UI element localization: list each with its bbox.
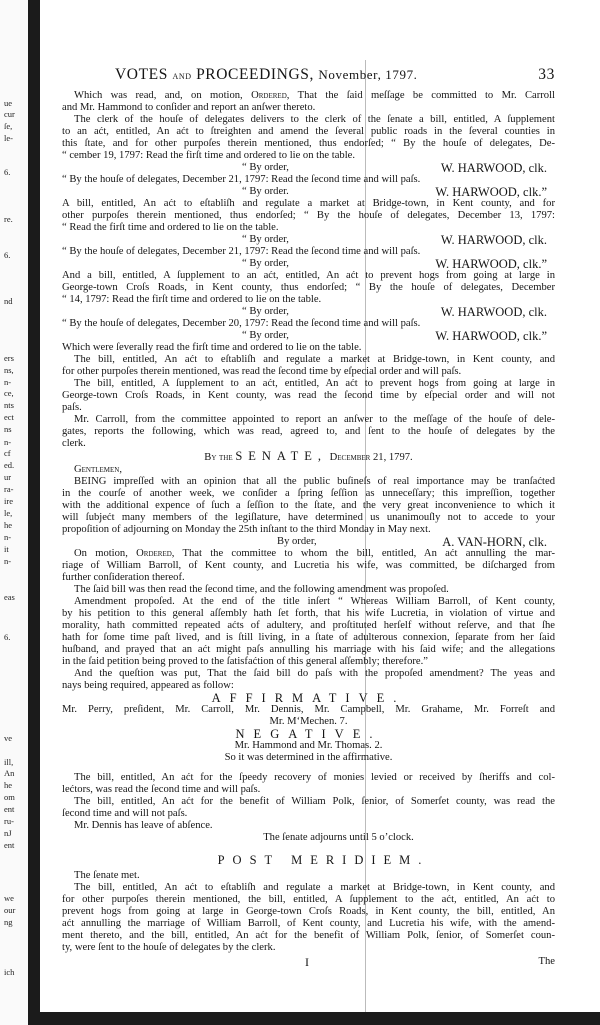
text-line: Mr. M‘Mechen. 7. [269,716,348,727]
margin-fragment: ich [4,967,15,977]
text-line: And the queſtion was put, That the ſaid bill do paſs with the propoſed amendment? The yeas and [74,668,555,679]
text-line: Mr. Hammond and Mr. Thomas. 2. [234,740,383,751]
margin-fragment: nd [4,296,13,306]
scan-border [28,1012,600,1025]
text-line: by his petition to this general aſſembly hath ſet forth, that his wife Lucretia, in violation of virtue and [62,608,555,619]
text-line: Amendment propoſed. At the end of the title inſert “ Whereas William Barroll, of Kent county, [74,596,555,607]
text-line: morality, hath committed repeated aćts of adultery, and proſtituted herſelf without reſerve, and that ſhe [62,620,555,631]
text-line: lećtors, was read the ſecond time and will paſs. [62,784,261,795]
text-line: “ By the houſe of delegates, December 21, 1797: Read the ſecond time and will paſs. [62,246,421,257]
margin-fragment: ent [4,804,15,814]
text-line: “ By the houſe of delegates, December 20, 1797: Read the ſecond time and will paſs. [62,318,421,329]
margin-fragment: ill, [4,757,14,767]
text-line: The bill, entitled, An aćt to eſtabliſh and regulate a market at Bridge-town, in Kent county, and [74,354,555,365]
text-line: Which were ſeverally read the firſt time and ordered to lie on the table. [62,342,362,353]
margin-fragment: An [4,768,15,778]
text-line: to an aćt, entitled, An aćt to ſtreighten and amend the ſeveral public roads in the ſeveral counties in [62,126,555,137]
margin-fragment: cur [4,109,15,119]
page-footer [62,954,555,968]
text-line: BEING impreſſed with an opinion that all the public buſineſs of real importance may be tranſaćted [74,476,555,487]
text-line: this ſtate, and for other purpoſes therein mentioned, thus endorſed; “ By the houſe of delegates, De- [62,138,555,149]
margin-fragment: ce, [4,388,14,398]
by-order-line: “ By order, W. HARWOOD, clk. [242,305,547,319]
margin-fragment: ve [4,733,13,743]
margin-fragment: n- [4,532,12,542]
text-line: Mr. Carroll, from the committee appointed to report an anſwer to the meſſage of the houſe of dele- [74,414,555,425]
signature-mark: I [305,955,309,969]
margin-fragment: ſe, [4,121,13,131]
catchword: The [538,956,555,967]
text-line: ſecond time and will not paſs. [62,808,188,819]
margin-fragment: n- [4,437,12,447]
text-line: paſs. [62,402,82,413]
text-line: George-town Croſs Roads, in Kent county, thus endorſed; “ By the houſe of delegates, December [62,282,555,293]
adjournment-line: The ſenate adjourns until 5 o’clock. [263,832,414,843]
text-line: The bill, entitled, A ſupplement to an aćt, entitled, An aćt to prevent hogs from going at large in [74,378,555,389]
margin-fragment: ent [4,840,15,850]
text-line: hath for ſome time paſt lived, and is ſtill living, in a ſtate of adulterous connexion, ſeparate from her ſaid [62,632,555,643]
text-line: clerk. [62,438,86,449]
text-line: The ſenate met. [74,870,140,881]
margin-fragment: 6. [4,250,11,260]
running-header [115,66,555,84]
margin-fragment: ed. [4,460,15,470]
margin-fragment: om [4,792,15,802]
text-line: ment thereto, and the bill, entitled, An aćt for the benefit of William Polk, ſenior, of Somerſet coun- [62,930,555,941]
text-line: ty, were ſent to the houſe of delegates by the clerk. [62,942,276,953]
text-line: will ſubjećt many members of the legiſlature, have determined us unanimouſly not to accede to your [62,512,555,523]
text-line: in the courſe of another week, we conſider a ſpring ſeſſion as unneceſſary; this impreſſion, together [62,488,555,499]
post-meridiem-heading: POST MERIDIEM. [217,853,430,867]
page-number: 33 [538,66,555,83]
margin-fragment: ng [4,917,13,927]
margin-fragment: ire [4,496,13,506]
text-line: Which was read, and, on motion, Ordered, That the ſaid meſſage be committed to Mr. Carroll [74,90,555,101]
text-line: huſband, and prayed that an aćt might paſs annulling his marriage with his ſaid wife; and the allegations [62,644,555,655]
text-line: propoſition of adjourning on Monday the 25th inſtant to the third Monday in May next. [62,524,431,535]
margin-fragment: ra- [4,484,14,494]
by-order-line: “ By order, W. HARWOOD, clk. [242,233,547,247]
margin-fragment: he [4,520,13,530]
margin-fragment: our [4,905,16,915]
margin-fragment: ur [4,472,12,482]
text-line: gates, reports the following, which was read, agreed to, and ſent to the houſe of delegates by the [62,426,555,437]
text-line: The bill, entitled, An aćt for the ſpeedy recovery of monies levied or received by ſheriffs and col- [74,772,555,783]
margin-fragment: le- [4,133,13,143]
by-order-line: By order, A. VAN-HORN, clk. [277,535,547,549]
margin-fragment: ru- [4,816,14,826]
page-body [62,90,555,968]
margin-fragment: re. [4,214,13,224]
margin-fragment: it [4,544,9,554]
margin-fragment: 6. [4,167,11,177]
binding-gutter [28,0,40,1025]
margin-fragment: n- [4,377,12,387]
text-line: for other purpoſes therein mentioned, was read the ſecond time by eſpecial order and will paſs. [62,366,462,377]
text-line: The ſaid bill was then read the ſecond time, and the following amendment was propoſed. [74,584,449,595]
text-line: nays being required, appeared as follow: [62,680,234,691]
text-line: So it was determined in the affirmative. [224,752,393,763]
text-line: “ 14, 1797: Read the firſt time and ordered to lie on the table. [62,294,322,305]
by-order-line: “ By order. W. HARWOOD, clk.” [242,185,547,199]
margin-fragment: ect [4,412,14,422]
text-line: Mr. Dennis has leave of abſence. [74,820,213,831]
header-date: November, 1797. [318,67,418,82]
affirmative-heading: AFFIRMATIVE. [211,691,406,705]
text-line: A bill, entitled, An aćt to eſtabliſh and regulate a market at Bridge-town, in Kent county, and for [62,198,555,209]
negative-heading: NEGATIVE. [235,727,382,741]
by-order-line: “ By order, W. HARWOOD, clk. [242,161,547,175]
text-line: prevent hogs from going at large in George-town Croſs Roads, in Kent county, the bill, entitled, An [62,906,555,917]
text-line: with the additional expence of ſuch a ſeſſion to the ſtate, and the very great inconvenience to which it [62,500,555,511]
margin-fragment: he [4,780,13,790]
salutation: Gentlemen, [74,464,123,475]
senate-heading: By the SENATE, December 21, 1797. [204,449,413,463]
text-line: The bill, entitled, An aćt to eſtabliſh and regulate a market at Bridge-town, in Kent county, and [74,882,555,893]
text-line: “ cember 19, 1797: Read the firſt time and ordered to lie on the table. [62,150,355,161]
text-line: Mr. Perry, preſident, Mr. Carroll, Mr. Dennis, Mr. Campbell, Mr. Grahame, Mr. Forreſt and [62,704,555,715]
margin-fragment: eas [4,592,15,602]
margin-fragment: 6. [4,632,11,642]
header-title: VOTES and PROCEEDINGS, [115,66,314,83]
text-line: for other purpoſes therein mentioned, the bill, entitled, A ſupplement to the aćt, entitled, An aćt to [62,894,555,905]
text-line: George-town Croſs Roads, in Kent county, was read the ſecond time by eſpecial order and will not [62,390,555,401]
text-line: The clerk of the houſe of delegates delivers to the clerk of the ſenate a bill, entitled, A ſupplement [74,114,555,125]
margin-fragment: we [4,893,14,903]
text-line: On motion, Ordered, That the committee to whom the bill, entitled, An aćt annulling the mar- [74,548,555,559]
by-order-line: “ By order, W. HARWOOD, clk.” [242,329,547,343]
text-line: aćt annulling the marriage of William Barroll, of Kent county, and Lucretia his wife, with the amend- [62,918,555,929]
margin-fragment: n- [4,556,12,566]
margin-fragment: ers [4,353,14,363]
margin-fragment: le, [4,508,13,518]
margin-fragment: ns, [4,365,14,375]
margin-fragment: cf [4,448,11,458]
text-line: And a bill, entitled, A ſupplement to an aćt, entitled, An aćt to prevent hogs from going at large in [62,270,555,281]
text-line: “ By the houſe of delegates, December 21, 1797: Read the ſecond time and will paſs. [62,174,421,185]
text-line: The bill, entitled, An aćt for the benefit of William Polk, ſenior, of Somerſet county, was read the [74,796,555,807]
text-line: in the ſaid petition being proved to the ſatisfaćtion of this general aſſembly; therefore.” [62,656,428,667]
margin-fragment: ue [4,98,13,108]
text-line: further conſideration thereof. [62,572,185,583]
text-line: riage of William Barroll, of Kent county, and Lucretia his wife, was committed, be diſcharged from [62,560,555,571]
text-line: other purpoſes therein mentioned, thus endorſed; “ By the houſe of delegates, December 13, 1797: [62,210,555,221]
margin-fragment: nts [4,400,14,410]
margin-fragment: nJ [4,828,12,838]
by-order-line: “ By order, W. HARWOOD, clk.” [242,257,547,271]
margin-fragment: ns [4,424,12,434]
text-line: “ Read the firſt time and ordered to lie on the table. [62,222,279,233]
text-line: and Mr. Hammond to conſider and report an anſwer thereto. [62,102,316,113]
